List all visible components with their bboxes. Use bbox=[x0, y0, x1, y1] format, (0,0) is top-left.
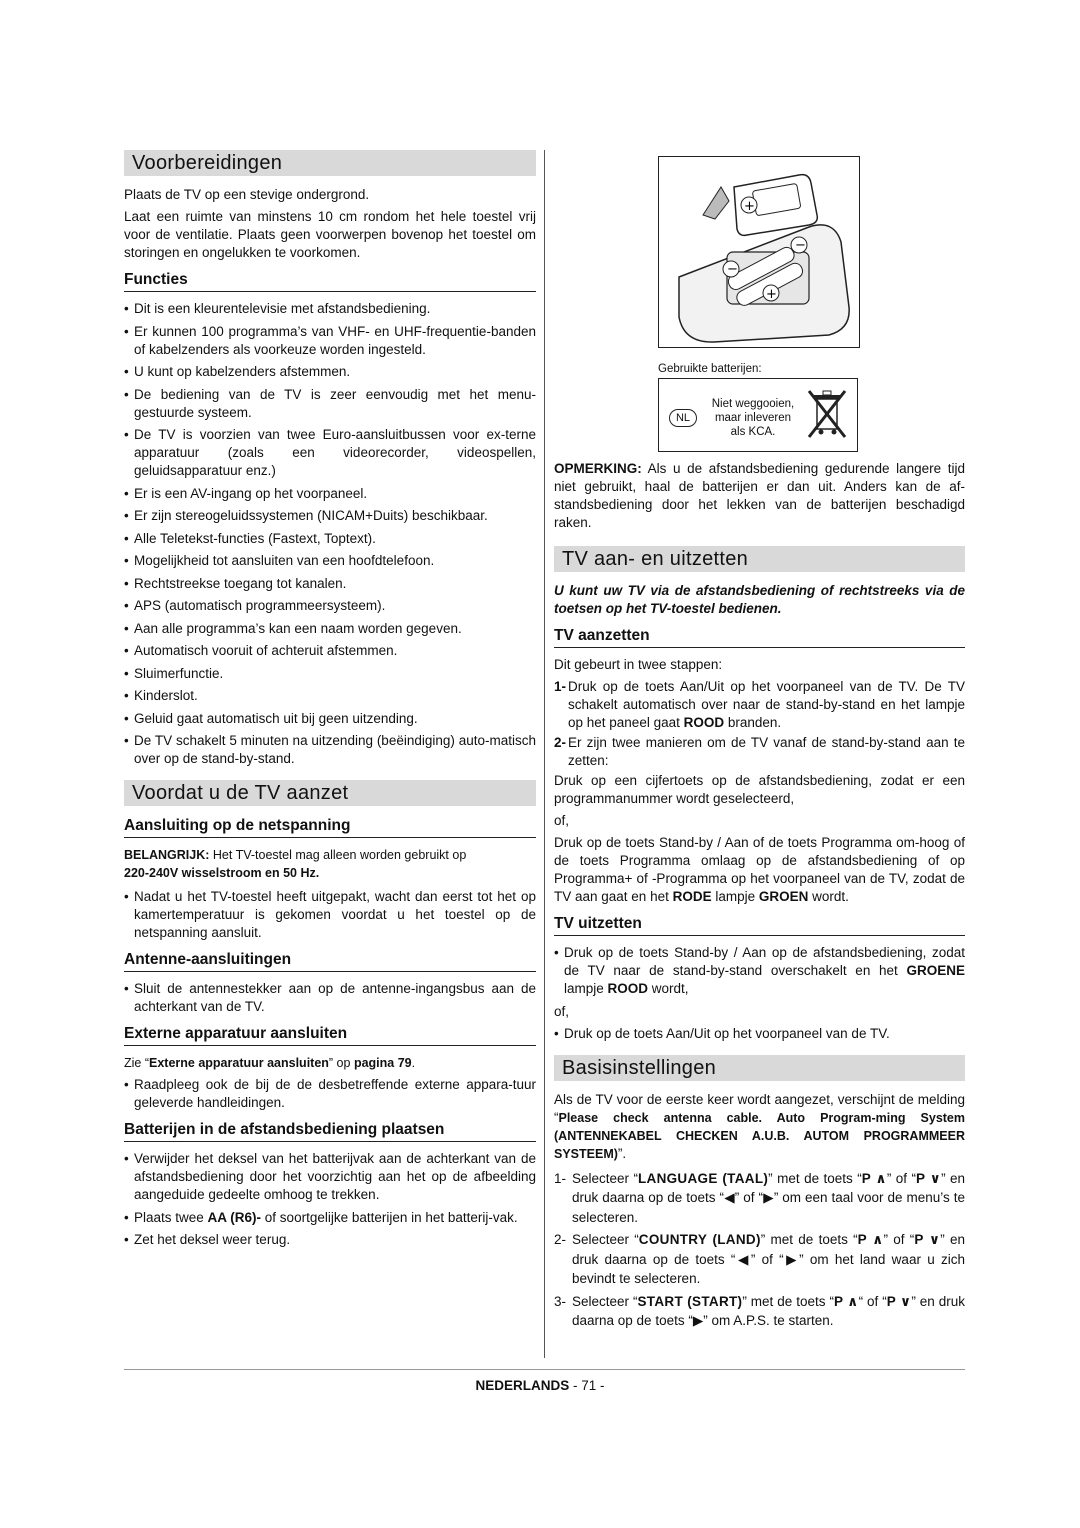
disposal-text: Niet weggooien, maar inleveren als KCA. bbox=[711, 398, 795, 438]
column-divider bbox=[544, 150, 545, 1358]
numbered-step: 2- Er zijn twee manieren om de TV vanaf de stand-by-stand aan te zetten: bbox=[554, 735, 965, 768]
left-column bbox=[124, 150, 536, 1255]
list-item: • Druk op de toets Stand-by / Aan op de afstandsbediening, zodat de TV naar de stand-by-stand overschakelt en het GROENE lampje ROOD wordt, bbox=[554, 944, 965, 998]
setup-step: 1- Selecteer “LANGUAGE (TAAL)” met de toets “P ∧” of “P ∨” en druk daarna op de toets “◀” of “▶” om een taal voor de menu’s te selecteren. bbox=[554, 1170, 966, 1225]
list-item: • Zet het deksel weer terug. bbox=[124, 1231, 536, 1249]
paragraph: Druk op een cijfertoets op de afstandsbediening, zodat er een programmanummer wordt geselecteerd, bbox=[554, 773, 965, 806]
paragraph: of, bbox=[554, 1003, 570, 1019]
list-item: • Alle Teletekst-functies (Fastext, Toptext). bbox=[124, 530, 536, 548]
remote-battery-drawing bbox=[659, 157, 859, 347]
net-list bbox=[124, 888, 536, 942]
batterijen-list bbox=[124, 1150, 536, 1249]
intro-paragraph: U kunt uw TV via de afstandsbediening of rechtstreeks via de toetsen op het TV-toestel bedienen. bbox=[554, 583, 965, 616]
list-item: • Druk op de toets Aan/Uit op het voorpaneel van de TV. bbox=[554, 1025, 965, 1043]
section-title-voordat: Voordat u de TV aanzet bbox=[124, 780, 536, 806]
section-title-basisinstellingen: Basisinstellingen bbox=[554, 1055, 965, 1081]
list-item: • Dit is een kleurentelevisie met afstandsbediening. bbox=[124, 300, 536, 318]
paragraph: Dit gebeurt in twee stappen: bbox=[554, 657, 723, 672]
list-item: • Raadpleeg ook de bij de de desbetreffende externe appara-tuur geleverde handleidingen. bbox=[124, 1076, 536, 1112]
list-item: • De TV schakelt 5 minuten na uitzending (beëindiging) auto-matisch over op de stand-by-stand. bbox=[124, 732, 536, 768]
list-item: • Plaats twee AA (R6)- of soortgelijke batterijen in het batterij-vak. bbox=[124, 1209, 536, 1227]
antenne-list bbox=[124, 980, 536, 1016]
right-column bbox=[554, 150, 965, 1334]
list-item: • Nadat u het TV-toestel heeft uitgepakt, wacht dan eerst tot het op kamertemperatuur is gekomen voordat u het toestel op de netspanning aansluit. bbox=[124, 888, 536, 942]
uitzetten-list bbox=[554, 944, 965, 998]
subsection-title-functies: Functies bbox=[124, 270, 536, 292]
paragraph: Als de TV voor de eerste keer wordt aangezet, verschijnt de melding “Please check antenna cable. Auto Program-ming System (ANTENNEKABEL CHECKEN A.U.B. AUTOM PROGRAMMEER SYSTEEM)”. bbox=[554, 1091, 965, 1161]
remote-battery-illustration bbox=[658, 156, 860, 348]
battery-disposal-box bbox=[658, 378, 858, 452]
list-item: • Aan alle programma’s kan een naam worden gegeven. bbox=[124, 620, 536, 638]
subsection-title-antenne: Antenne-aansluitingen bbox=[124, 950, 536, 972]
setup-step: 2- Selecteer “COUNTRY (LAND)” met de toets “P ∧” of “P ∨” en druk daarna op de toets “◀” of “▶” om het land waar u zich bevindt te selecteren. bbox=[554, 1232, 965, 1286]
extern-list bbox=[124, 1076, 536, 1112]
svg-text:+: + bbox=[766, 287, 777, 302]
subsection-title-aanzetten: TV aanzetten bbox=[554, 626, 965, 648]
page-footer: NEDERLANDS - 71 - bbox=[475, 1378, 605, 1393]
list-item: • De TV is voorzien van twee Euro-aansluitbussen voor ex-terne apparatuur (zoals een videorecorder, videospellen, geluidsapparatuur enz.) bbox=[124, 426, 536, 480]
paragraph: Druk op de toets Stand-by / Aan of de toets Programma om-hoog of de toets Programma omlaag op de afstandsbediening of op Programma+ of -Programma op het voorpaneel van de TV, zodat de TV aan gaat en het RODE lampje GROEN wordt. bbox=[554, 835, 965, 904]
svg-text:−: − bbox=[727, 262, 738, 277]
list-item: • Verwijder het deksel van het batterijvak aan de achterkant van de afstandsbediening door het voorzichtig aan het op de afbeelding aangeduide gedeelte omhoog te trekken. bbox=[124, 1150, 536, 1204]
list-item: • U kunt op kabelzenders afstemmen. bbox=[124, 363, 536, 381]
setup-step: 3- Selecteer “START (START)” met de toets “P ∧“ of “P ∨” en druk daarna op de toets “▶” om A.P.S. te starten. bbox=[554, 1293, 966, 1328]
svg-text:−: − bbox=[795, 238, 806, 253]
list-item: • Geluid gaat automatisch uit bij geen uitzending. bbox=[124, 710, 536, 728]
battery-disposal-notice bbox=[658, 362, 858, 452]
paragraph: Zie “Externe apparatuur aansluiten” op pagina 79. bbox=[124, 1056, 416, 1070]
list-item: • Sluimerfunctie. bbox=[124, 665, 536, 683]
paragraph: Plaats de TV op een stevige ondergrond. bbox=[124, 187, 370, 202]
paragraph: BELANGRIJK: Het TV-toestel mag alleen worden gebruikt op 220-240V wisselstroom en 50 Hz. bbox=[124, 848, 467, 880]
list-item: • Sluit de antennestekker aan op de antenne-ingangsbus aan de achterkant van de TV. bbox=[124, 980, 536, 1016]
list-item: • APS (automatisch programmeersysteem). bbox=[124, 597, 536, 615]
note-paragraph: OPMERKING: Als u de afstandsbediening gedurende langere tijd niet gebruikt, haal de batterijen er dan uit. Anders kan de af-standsbediening door het lekken van de batterijen beschadigd raken. bbox=[554, 461, 965, 530]
subsection-title-batterijen: Batterijen in de afstandsbediening plaatsen bbox=[124, 1120, 536, 1142]
subsection-title-extern: Externe apparatuur aansluiten bbox=[124, 1024, 536, 1046]
list-item: • Rechtstreekse toegang tot kanalen. bbox=[124, 575, 536, 593]
paragraph: Laat een ruimte van minstens 10 cm rondom het hele toestel vrij voor de ventilatie. Plaats geen voorwerpen bovenop het toestel om storingen en ongelukken te voorkomen. bbox=[124, 209, 536, 260]
list-item: • De bediening van de TV is zeer eenvoudig met het menu-gestuurde systeem. bbox=[124, 386, 536, 422]
list-item: • Mogelijkheid tot aansluiten van een hoofdtelefoon. bbox=[124, 552, 536, 570]
paragraph: of, bbox=[554, 813, 570, 828]
nl-badge: NL bbox=[669, 409, 697, 427]
list-item: • Automatisch vooruit of achteruit afstemmen. bbox=[124, 642, 536, 660]
section-title-aan-uit: TV aan- en uitzetten bbox=[554, 546, 965, 572]
footer-rule bbox=[124, 1369, 965, 1370]
svg-text:+: + bbox=[744, 199, 755, 214]
list-item: • Er zijn stereogeluidssystemen (NICAM+Duits) beschikbaar. bbox=[124, 507, 536, 525]
functies-list bbox=[124, 300, 536, 768]
subsection-title-netspanning: Aansluiting op de netspanning bbox=[124, 816, 536, 838]
uitzetten-list-2 bbox=[554, 1025, 965, 1043]
list-item: • Er is een AV-ingang op het voorpaneel. bbox=[124, 485, 536, 503]
crossed-bin-icon bbox=[805, 385, 849, 445]
numbered-step: 1- Druk op de toets Aan/Uit op het voorpaneel van de TV. De TV schakelt automatisch over naar de stand-by-stand en het lampje op het paneel gaat ROOD branden. bbox=[554, 679, 965, 730]
section-title-voorbereidingen: Voorbereidingen bbox=[124, 150, 536, 176]
list-item: • Kinderslot. bbox=[124, 687, 536, 705]
list-item: • Er kunnen 100 programma’s van VHF- en UHF-frequentie-banden of kabelzenders als voorkeuze worden ingesteld. bbox=[124, 323, 536, 359]
subsection-title-uitzetten: TV uitzetten bbox=[554, 914, 965, 936]
battery-caption: Gebruikte batterijen: bbox=[658, 363, 762, 375]
